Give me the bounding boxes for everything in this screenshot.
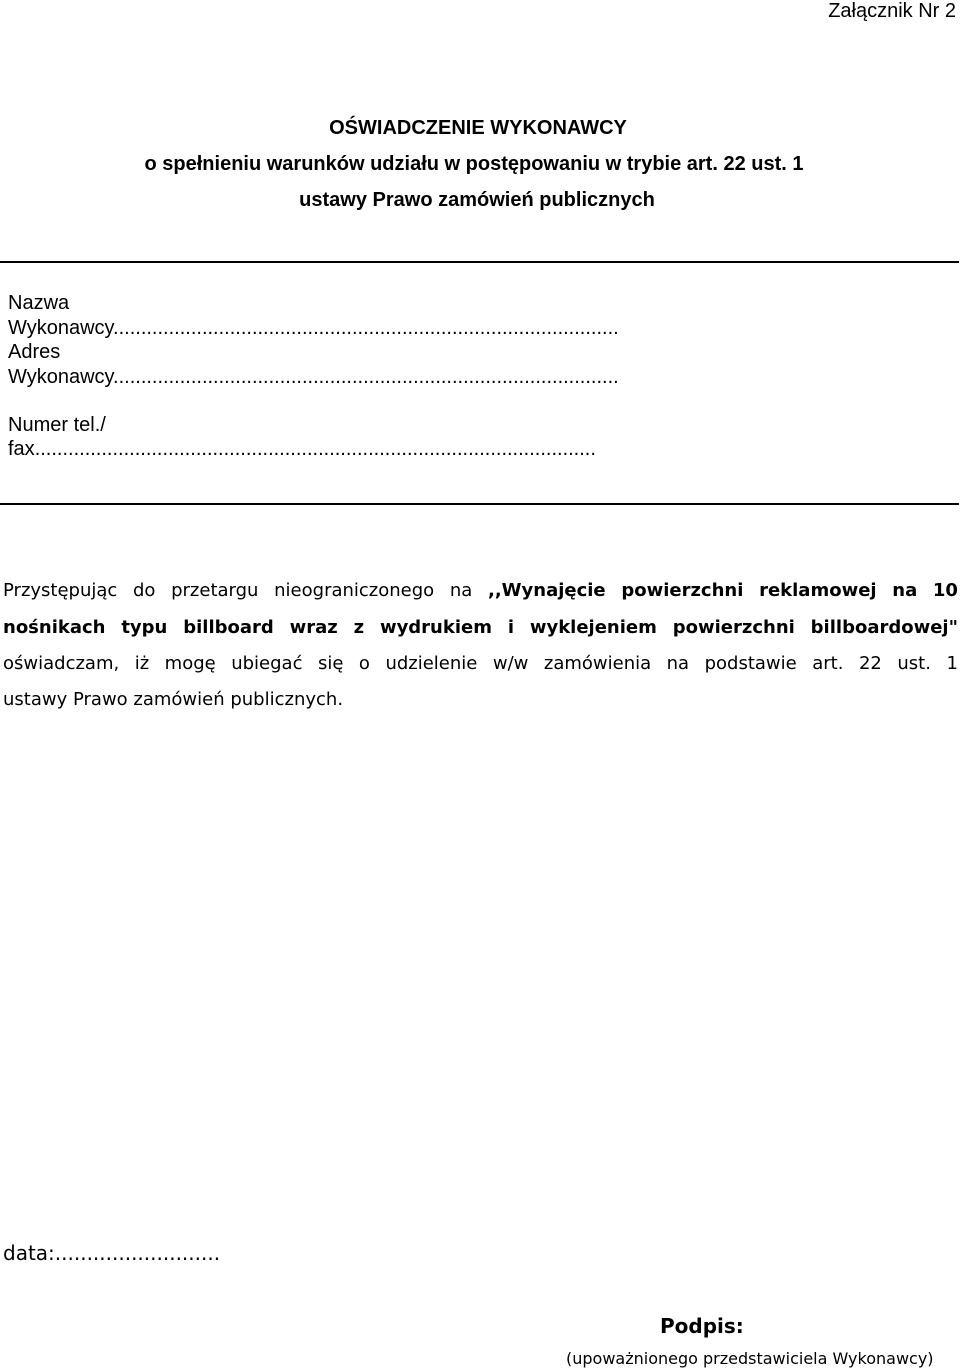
statement-word: art. (812, 653, 844, 674)
statement-word: 22 (858, 653, 882, 674)
contractor-address-label: Adres (8, 341, 61, 363)
statement-word: zamówienia (543, 653, 652, 674)
statement-word: mogę (164, 653, 216, 674)
statement-word: Przystępując (3, 580, 118, 601)
statement-word: 1 (946, 653, 958, 674)
statement-word: i (507, 617, 514, 638)
statement-word: wyklejeniem (529, 617, 657, 638)
statement-word: reklamowej (759, 580, 877, 601)
statement-word: powierzchni (672, 617, 795, 638)
statement-word: o (358, 653, 370, 674)
contractor-address-label-cont: Wykonawcy (8, 366, 114, 388)
statement-word: powierzchni (621, 580, 744, 601)
statement-line-2 (3, 617, 958, 643)
annex-label: Załącznik Nr 2 (828, 0, 956, 22)
statement-word: udzielenie (385, 653, 478, 674)
document-subtitle-line-1: o spełnieniu warunków udziału w postępowaniu w trybie art. 22 ust. 1 (144, 153, 804, 175)
statement-word: iż (134, 653, 150, 674)
signature-title: Podpis: (660, 1314, 744, 1338)
date-field: data:.......................... (3, 1241, 221, 1265)
contractor-address-field (8, 365, 619, 389)
phone-fax-dots: ..................................................................................................... (34, 438, 596, 460)
statement-word: nieograniczonego (274, 580, 435, 601)
statement-word: na (666, 653, 690, 674)
statement-word: billboardowej" (810, 617, 958, 638)
statement-line-1 (3, 580, 958, 606)
statement-word: na (892, 580, 918, 601)
statement-line-4: ustawy Prawo zamówień publicznych. (3, 689, 344, 710)
bottom-divider (0, 503, 959, 505)
statement-word: nośnikach (3, 617, 106, 638)
statement-word: ,,Wynajęcie (487, 580, 606, 601)
signature-subtitle: (upoważnionego przedstawiciela Wykonawcy) (566, 1349, 934, 1368)
document-subtitle-line-2: ustawy Prawo zamówień publicznych (299, 189, 655, 211)
phone-fax-label-cont: fax (8, 438, 35, 460)
statement-word: typu (121, 617, 168, 638)
contractor-name-dots: ........................................................................................... (113, 317, 619, 339)
phone-fax-field (8, 437, 596, 461)
statement-word: ust. (897, 653, 931, 674)
statement-word: w/w (492, 653, 529, 674)
statement-word: z (353, 617, 365, 638)
statement-word: do (132, 580, 156, 601)
contractor-name-label-cont: Wykonawcy (8, 317, 114, 339)
contractor-address-dots: ........................................................................................... (113, 366, 619, 388)
contractor-name-label: Nazwa (8, 292, 70, 314)
statement-word: podstawie (704, 653, 797, 674)
statement-word: na (449, 580, 473, 601)
document-title: OŚWIADCZENIE WYKONAWCY (329, 117, 627, 139)
top-divider (0, 261, 959, 263)
statement-word: 10 (932, 580, 958, 601)
statement-word: ubiegać (231, 653, 303, 674)
statement-word: się (317, 653, 344, 674)
statement-word: oświadczam, (3, 653, 120, 674)
statement-word: billboard (183, 617, 274, 638)
statement-line-3 (3, 653, 958, 679)
statement-word: wydrukiem (379, 617, 492, 638)
contractor-name-field (8, 316, 619, 340)
statement-word: wraz (289, 617, 338, 638)
phone-fax-label: Numer tel./ (8, 414, 106, 436)
statement-word: przetargu (171, 580, 259, 601)
